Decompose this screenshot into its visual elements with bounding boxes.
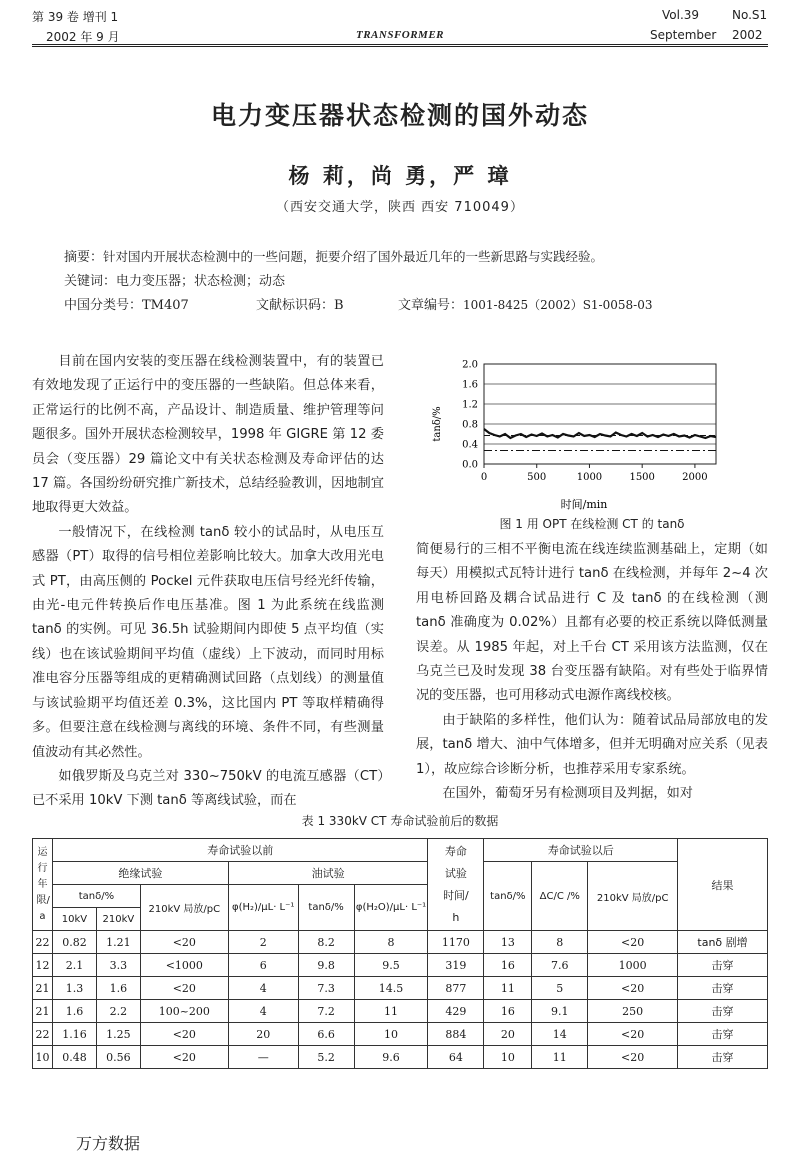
header-year-en: 2002 <box>732 28 763 42</box>
table-cell: 64 <box>428 1046 484 1069</box>
article-value: 1001-8425（2002）S1-0058-03 <box>463 298 653 312</box>
table-cell: 8 <box>532 931 588 954</box>
table-cell: 1170 <box>428 931 484 954</box>
header-10kv: 10kV <box>52 908 96 931</box>
header-rule-2 <box>32 46 768 47</box>
table-cell: 21 <box>33 1000 53 1023</box>
table-cell: 击穿 <box>678 1046 768 1069</box>
footer-watermark: 万方数据 <box>76 1134 141 1153</box>
y-tick-label: 0.8 <box>462 419 478 431</box>
data-table-wrapper <box>32 838 768 1069</box>
header-life-time: 寿命试验时间/h <box>428 839 484 931</box>
y-tick-label: 1.6 <box>462 379 478 391</box>
table-cell: 击穿 <box>678 954 768 977</box>
keywords-label: 关键词： <box>64 274 117 289</box>
header-oil-tan: tanδ/% <box>298 885 354 931</box>
table-cell: 7.3 <box>298 977 354 1000</box>
table-cell: 6 <box>228 954 298 977</box>
plot-frame <box>484 364 716 464</box>
table-cell: 1000 <box>588 954 678 977</box>
table-cell: 4 <box>228 1000 298 1023</box>
table-cell: <20 <box>588 931 678 954</box>
table-cell: 319 <box>428 954 484 977</box>
abstract-text: 针对国内开展状态检测中的一些问题，扼要介绍了国外最近几年的一些新思路与实践经验。 <box>103 249 604 264</box>
article-label: 文章编号： <box>398 298 464 313</box>
header-h2: φ(H₂)/μL· L⁻¹ <box>228 885 298 931</box>
table-cell: 击穿 <box>678 1023 768 1046</box>
table-cell: 11 <box>354 1000 428 1023</box>
table-cell: 9.5 <box>354 954 428 977</box>
clc-value: TM407 <box>142 298 189 313</box>
table-cell: 0.48 <box>52 1046 96 1069</box>
clc-label: 中国分类号： <box>64 298 143 313</box>
header-years: 运行年限/a <box>33 839 53 931</box>
header-journal: TRANSFORMER <box>355 29 445 41</box>
table-cell: 22 <box>33 931 53 954</box>
chart-axes <box>484 364 716 464</box>
header-h2o: φ(H₂O)/μL· L⁻¹ <box>354 885 428 931</box>
table-cell: 9.1 <box>532 1000 588 1023</box>
series-line-solid <box>484 429 716 438</box>
header-oil: 油试验 <box>228 862 428 885</box>
table-cell: 11 <box>532 1046 588 1069</box>
header-before: 寿命试验以前 <box>52 839 427 862</box>
table-cell: 250 <box>588 1000 678 1023</box>
body-paragraph: 如俄罗斯及乌克兰对 330~750kV 的电流互感器（CT）已不采用 10kV 下测 tanδ 等离线试验，而在 <box>32 768 384 809</box>
table-cell: 13 <box>484 931 532 954</box>
table-cell: 2.1 <box>52 954 96 977</box>
authors: 杨 莉，尚 勇，严 璋 <box>288 164 512 188</box>
table-cell: <1000 <box>140 954 228 977</box>
table-row <box>33 1023 768 1046</box>
x-tick-label: 500 <box>527 472 547 483</box>
body-left-column <box>32 350 384 814</box>
table-row <box>33 977 768 1000</box>
table-cell: 2 <box>228 931 298 954</box>
table-row <box>33 954 768 977</box>
table-cell: <20 <box>588 977 678 1000</box>
x-tick-label: 2000 <box>682 472 708 483</box>
figure-1 <box>416 352 768 532</box>
table-cell: 16 <box>484 1000 532 1023</box>
table-cell: 9.6 <box>354 1046 428 1069</box>
table-cell: tanδ 剧增 <box>678 931 768 954</box>
table-cell: 20 <box>228 1023 298 1046</box>
table-cell: — <box>228 1046 298 1069</box>
header-result: 结果 <box>678 839 768 931</box>
table-cell: 2.2 <box>96 1000 140 1023</box>
table-cell: 10 <box>33 1046 53 1069</box>
table-cell: 5.2 <box>298 1046 354 1069</box>
table-row <box>33 1000 768 1023</box>
table-cell: 7.6 <box>532 954 588 977</box>
table-cell: <20 <box>588 1023 678 1046</box>
doc-code <box>256 294 344 313</box>
x-axis-label: 时间/min <box>560 498 608 511</box>
x-tick-label: 1000 <box>576 472 603 483</box>
body-right-column <box>416 538 768 806</box>
table-cell: <20 <box>140 977 228 1000</box>
header-pd: 210kV 局放/pC <box>140 885 228 931</box>
table-cell: 884 <box>428 1023 484 1046</box>
header-after-tan: tanδ/% <box>484 862 532 931</box>
y-tick-label: 0.0 <box>462 459 478 471</box>
data-table <box>32 838 768 1069</box>
table-cell: 11 <box>484 977 532 1000</box>
table-cell: 1.21 <box>96 931 140 954</box>
table-cell: 击穿 <box>678 977 768 1000</box>
table-cell: 877 <box>428 977 484 1000</box>
keywords-text: 电力变压器；状态检测；动态 <box>116 274 286 289</box>
page-title: 电力变压器状态检测的国外动态 <box>210 101 589 130</box>
body-paragraph: 在国外，葡萄牙另有检测项目及判据，如对 <box>442 786 693 802</box>
table-cell: 20 <box>484 1023 532 1046</box>
table-cell: 8.2 <box>298 931 354 954</box>
table-cell: 1.6 <box>96 977 140 1000</box>
table-cell: 1.6 <box>52 1000 96 1023</box>
header-number-en: No.S1 <box>732 8 768 22</box>
table-row <box>33 1046 768 1069</box>
body-paragraph: 由于缺陷的多样性，他们认为：随着试品局部放电的发展，tanδ 增大、油中气体增多，但并无明确对应关系（见表 1），故应综合诊断分析，也推荐采用专家系统。 <box>416 712 768 777</box>
figure-caption: 图 1 用 OPT 在线检测 CT 的 tanδ <box>499 517 685 531</box>
table-cell: 100~200 <box>140 1000 228 1023</box>
body-paragraph: 目前在国内安装的变压器在线检测装置中，有的装置已有效地发现了正运行中的变压器的一些缺陷。但总体来看，正常运行的比例不高，产品设计、制造质量、维护管理等问题很多。国外开展状态检测较早，1998 年 GIGRE 第 12 委员会（变压器）29 篇论文中有关状态检测及寿命评估的达 17 篇。各国纷纷研究推广新技术，总结经验教训，因地制宜地取得更大效益。 <box>32 354 384 516</box>
y-axis-label: tanδ/% <box>432 406 443 442</box>
table-cell: 429 <box>428 1000 484 1023</box>
table-cell: 1.3 <box>52 977 96 1000</box>
keywords <box>64 270 285 289</box>
table-cell: 10 <box>484 1046 532 1069</box>
y-tick-label: 2.0 <box>462 359 478 371</box>
chart-grid <box>484 364 716 464</box>
table-cell: 22 <box>33 1023 53 1046</box>
body-paragraph: 一般情况下，在线检测 tanδ 较小的试品时，从电压互感器（PT）取得的信号相位差影响比较大。加拿大改用光电式 PT，由高压侧的 Pockel 元件获取电压信号经光纤传输，由光-电元件转换后作电压基准。图 1 为此系统在线监测 tanδ 的实例。可见 36.5h 试验期间内即使 5 点平均值（实线）也在该试验期间平均值（虚线）上下波动，而同时用标准电容分压器等组成的更精确测试回路（点划线）的测量值与该试验期平均值还差 0.3%，这比国内 PT 等取样精确得多。但要注意在线检测与离线的环境、条件不同，有些测量值波动有其必然性。 <box>32 524 384 760</box>
table-cell: 14.5 <box>354 977 428 1000</box>
table-cell: 16 <box>484 954 532 977</box>
tan-delta-chart <box>416 352 768 512</box>
header-tan: tanδ/% <box>52 885 140 908</box>
abstract <box>64 246 603 265</box>
table-cell: 21 <box>33 977 53 1000</box>
header-insulation: 绝缘试验 <box>52 862 228 885</box>
table-cell: 0.56 <box>96 1046 140 1069</box>
table-cell: 14 <box>532 1023 588 1046</box>
table-cell: <20 <box>140 1023 228 1046</box>
table-cell: 12 <box>33 954 53 977</box>
doc-label: 文献标识码： <box>256 298 335 313</box>
chart-series <box>484 429 716 451</box>
header-after: 寿命试验以后 <box>484 839 678 862</box>
header-month-en: September <box>650 28 717 42</box>
table-cell: 1.25 <box>96 1023 140 1046</box>
table-row <box>33 931 768 954</box>
table-cell: <20 <box>140 931 228 954</box>
doc-value: B <box>334 298 344 313</box>
y-tick-label: 1.2 <box>462 399 478 411</box>
header-after-pd: 210kV 局放/pC <box>588 862 678 931</box>
x-tick-label: 0 <box>480 472 488 483</box>
abstract-label: 摘要： <box>64 250 104 265</box>
y-tick-label: 0.4 <box>462 439 478 451</box>
table-body <box>33 931 768 1069</box>
table-cell: 3.3 <box>96 954 140 977</box>
article-number <box>398 294 652 313</box>
table-cell: 7.2 <box>298 1000 354 1023</box>
header-210kv: 210kV <box>96 908 140 931</box>
table-cell: <20 <box>140 1046 228 1069</box>
table-cell: 6.6 <box>298 1023 354 1046</box>
table-cell: 0.82 <box>52 931 96 954</box>
header-after-dc: ΔC/C /% <box>532 862 588 931</box>
body-paragraph: 简便易行的三相不平衡电流在线连续监测基础上，定期（如每天）用模拟式瓦特计进行 tanδ 在线检测，并每年 2~4 次用电桥回路及耦合试品进行 C 及 tanδ 的在线检测（测 tanδ 准确度为 0.02%）且都有必要的校正系统以降低测量误差。从 1985 年起，对上千台 CT 采用该方法监测，仅在乌克兰已及时发现 38 台变压器有缺陷。对有些处于临界情况的变压器，也可用移动式电源作离线校核。 <box>416 542 768 704</box>
table-cell: 8 <box>354 931 428 954</box>
table-cell: 击穿 <box>678 1000 768 1023</box>
x-tick-label: 1500 <box>629 472 655 483</box>
clc-number <box>64 294 189 313</box>
table-cell: 1.16 <box>52 1023 96 1046</box>
header-volume-cn: 第 39 卷 增刊 1 <box>32 10 119 24</box>
header-rule <box>32 44 768 45</box>
table-cell: 10 <box>354 1023 428 1046</box>
table-cell: <20 <box>588 1046 678 1069</box>
header-volume-en: Vol.39 <box>662 8 700 22</box>
table-cell: 4 <box>228 977 298 1000</box>
table-title: 表 1 330kV CT 寿命试验前后的数据 <box>301 814 499 828</box>
table-cell: 5 <box>532 977 588 1000</box>
affiliation: （西安交通大学，陕西 西安 710049） <box>276 200 524 215</box>
header-date-cn: 2002 年 9 月 <box>46 30 120 44</box>
table-cell: 9.8 <box>298 954 354 977</box>
